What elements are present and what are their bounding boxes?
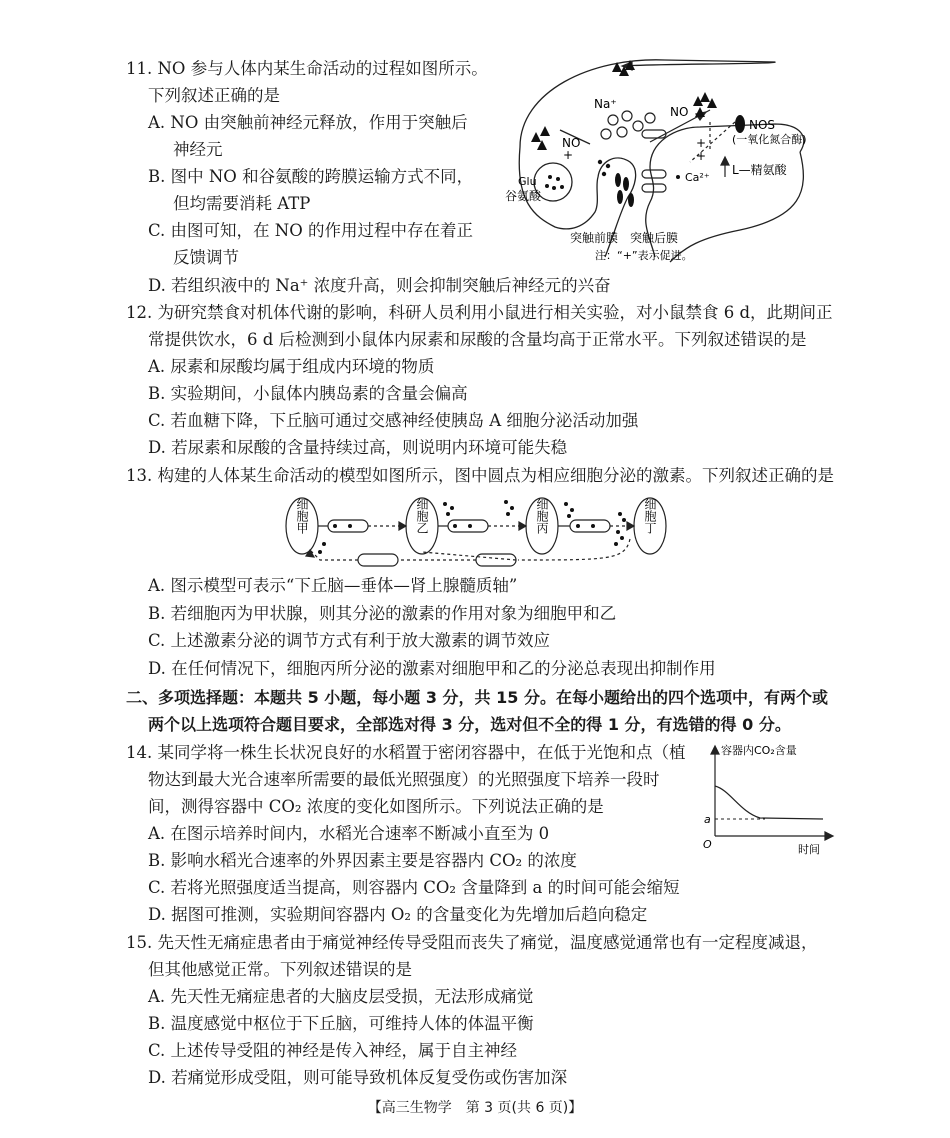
figure-note: 注：“+”表示促进。: [595, 249, 693, 262]
q12-stem-line2: 常提供饮水，6 d 后检测到小鼠体内尿素和尿酸的含量均高于正常水平。下列叙述错误的是: [148, 330, 807, 349]
q14-option-c: C. 若将光照强度适当提高，则容器内 CO₂ 含量降到 a 的时间可能会缩短: [148, 878, 680, 897]
graph-ylabel: 容器内CO₂含量: [721, 744, 797, 757]
section2-heading-line2: 两个以上选项符合题目要求，全部选对得 3 分，选对但不全的得 1 分，有选错的得 0 分。: [148, 715, 791, 734]
q11-option-a-cont: 神经元: [173, 140, 223, 159]
glu-label: Glu: [518, 175, 537, 188]
no-label-pre: NO: [562, 136, 581, 150]
q14-stem-line3: 间，测得容器中 CO₂ 浓度的变化如图所示。下列说法正确的是: [148, 797, 604, 816]
q13-stem: 13. 构建的人体某生命活动的模型如图所示，图中圆点为相应细胞分泌的激素。下列叙述正确的是: [126, 466, 834, 485]
ca-label: Ca²⁺: [685, 171, 710, 184]
q15-option-d: D. 若痛觉形成受阻，则可能导致机体反复受伤或伤害加深: [148, 1068, 568, 1087]
q11-stem-line2: 下列叙述正确的是: [148, 86, 280, 105]
na-label: Na⁺: [594, 97, 617, 111]
post-membrane-label: 突触后膜: [630, 231, 679, 245]
q12-option-a: A. 尿素和尿酸均属于组成内环境的物质: [148, 357, 435, 376]
q15-option-c: C. 上述传导受阻的神经是传入神经，属于自主神经: [148, 1041, 518, 1060]
graph-a-level: a: [704, 813, 711, 826]
q15-stem-line1: 15. 先天性无痛症患者由于痛觉神经传导受阻而丧失了痛觉，温度感觉通常也有一定程度减退，: [126, 933, 818, 952]
q14-option-d: D. 据图可推测，实验期间容器内 O₂ 的含量变化为先增加后趋向稳定: [148, 905, 648, 924]
graph-origin: O: [703, 838, 712, 851]
co2-graph: [695, 740, 845, 860]
page-footer: 【高三生物学 第 3 页(共 6 页)】: [367, 1100, 583, 1116]
q13-option-a: A. 图示模型可表示“下丘脑—垂体—肾上腺髓质轴”: [148, 576, 518, 595]
q11-option-d: D. 若组织液中的 Na⁺ 浓度升高，则会抑制突触后神经元的兴奋: [148, 276, 611, 295]
q13-option-c: C. 上述激素分泌的调节方式有利于放大激素的调节效应: [148, 631, 551, 650]
q12-option-b: B. 实验期间，小鼠体内胰岛素的含量会偏高: [148, 384, 468, 403]
nos-label: NOS: [749, 118, 776, 132]
glu-name: 谷氨酸: [505, 189, 542, 203]
q11-option-b: B. 图中 NO 和谷氨酸的跨膜运输方式不同，: [148, 167, 474, 186]
q15-stem-line2: 但其他感觉正常。下列叙述错误的是: [148, 960, 412, 979]
plus-label-pre: +: [563, 148, 574, 162]
q12-option-d: D. 若尿素和尿酸的含量持续过高，则说明内环境可能失稳: [148, 438, 568, 457]
plus-label-a: +: [696, 136, 707, 150]
cell-ding-1: 细胞丁: [643, 498, 657, 534]
pre-membrane-label: 突触前膜: [570, 231, 619, 245]
q11-option-c: C. 由图可知，在 NO 的作用过程中存在着正: [148, 221, 473, 240]
nos-note: (一氧化氮合酶): [732, 133, 807, 146]
q11-option-b-cont: 但均需要消耗 ATP: [173, 194, 311, 213]
no-label-post: NO: [670, 105, 689, 119]
q12-option-c: C. 若血糖下降，下丘脑可通过交感神经使胰岛 A 细胞分泌活动加强: [148, 411, 639, 430]
q12-stem-line1: 12. 为研究禁食对机体代谢的影响，科研人员利用小鼠进行相关实验，对小鼠禁食 6 d，此期间正: [126, 303, 833, 322]
q14-option-a: A. 在图示培养时间内，水稻光合速率不断减小直至为 0: [148, 824, 550, 843]
q13-option-d: D. 在任何情况下，细胞丙所分泌的激素对细胞甲和乙的分泌总表现出抑制作用: [148, 659, 716, 678]
q15-option-a: A. 先天性无痛症患者的大脑皮层受损，无法形成痛觉: [148, 987, 534, 1006]
q13-option-b: B. 若细胞丙为甲状腺，则其分泌的激素的作用对象为细胞甲和乙: [148, 604, 617, 623]
plus-label-b: +: [696, 149, 707, 163]
cell-bing-1: 细胞丙: [535, 498, 549, 534]
cell-jia-1: 细胞甲: [295, 498, 309, 534]
q15-option-b: B. 温度感觉中枢位于下丘脑，可维持人体的体温平衡: [148, 1014, 534, 1033]
q14-option-b: B. 影响水稻光合速率的外界因素主要是容器内 CO₂ 的浓度: [148, 851, 577, 870]
q14-stem-line2: 物达到最大光合速率所需要的最低光照强度）的光照强度下培养一段时: [148, 770, 660, 789]
hormone-model-diagram: [280, 494, 680, 574]
section2-heading-line1: 二、多项选择题：本题共 5 小题，每小题 3 分，共 15 分。在每小题给出的四个选项中，有两个或: [126, 688, 828, 707]
q14-stem-line1: 14. 某同学将一株生长状况良好的水稻置于密闭容器中，在低于光饱和点（植: [126, 743, 686, 762]
q11-option-c-cont: 反馈调节: [173, 248, 239, 267]
synapse-diagram: [500, 52, 820, 272]
graph-xlabel: 时间: [798, 843, 820, 856]
arginine-label: L—精氨酸: [732, 163, 787, 177]
q11-option-a: A. NO 由突触前神经元释放，作用于突触后: [148, 113, 468, 132]
cell-yi-1: 细胞乙: [415, 498, 429, 534]
q11-stem-line1: 11. NO 参与人体内某生命活动的过程如图所示。: [126, 59, 488, 78]
